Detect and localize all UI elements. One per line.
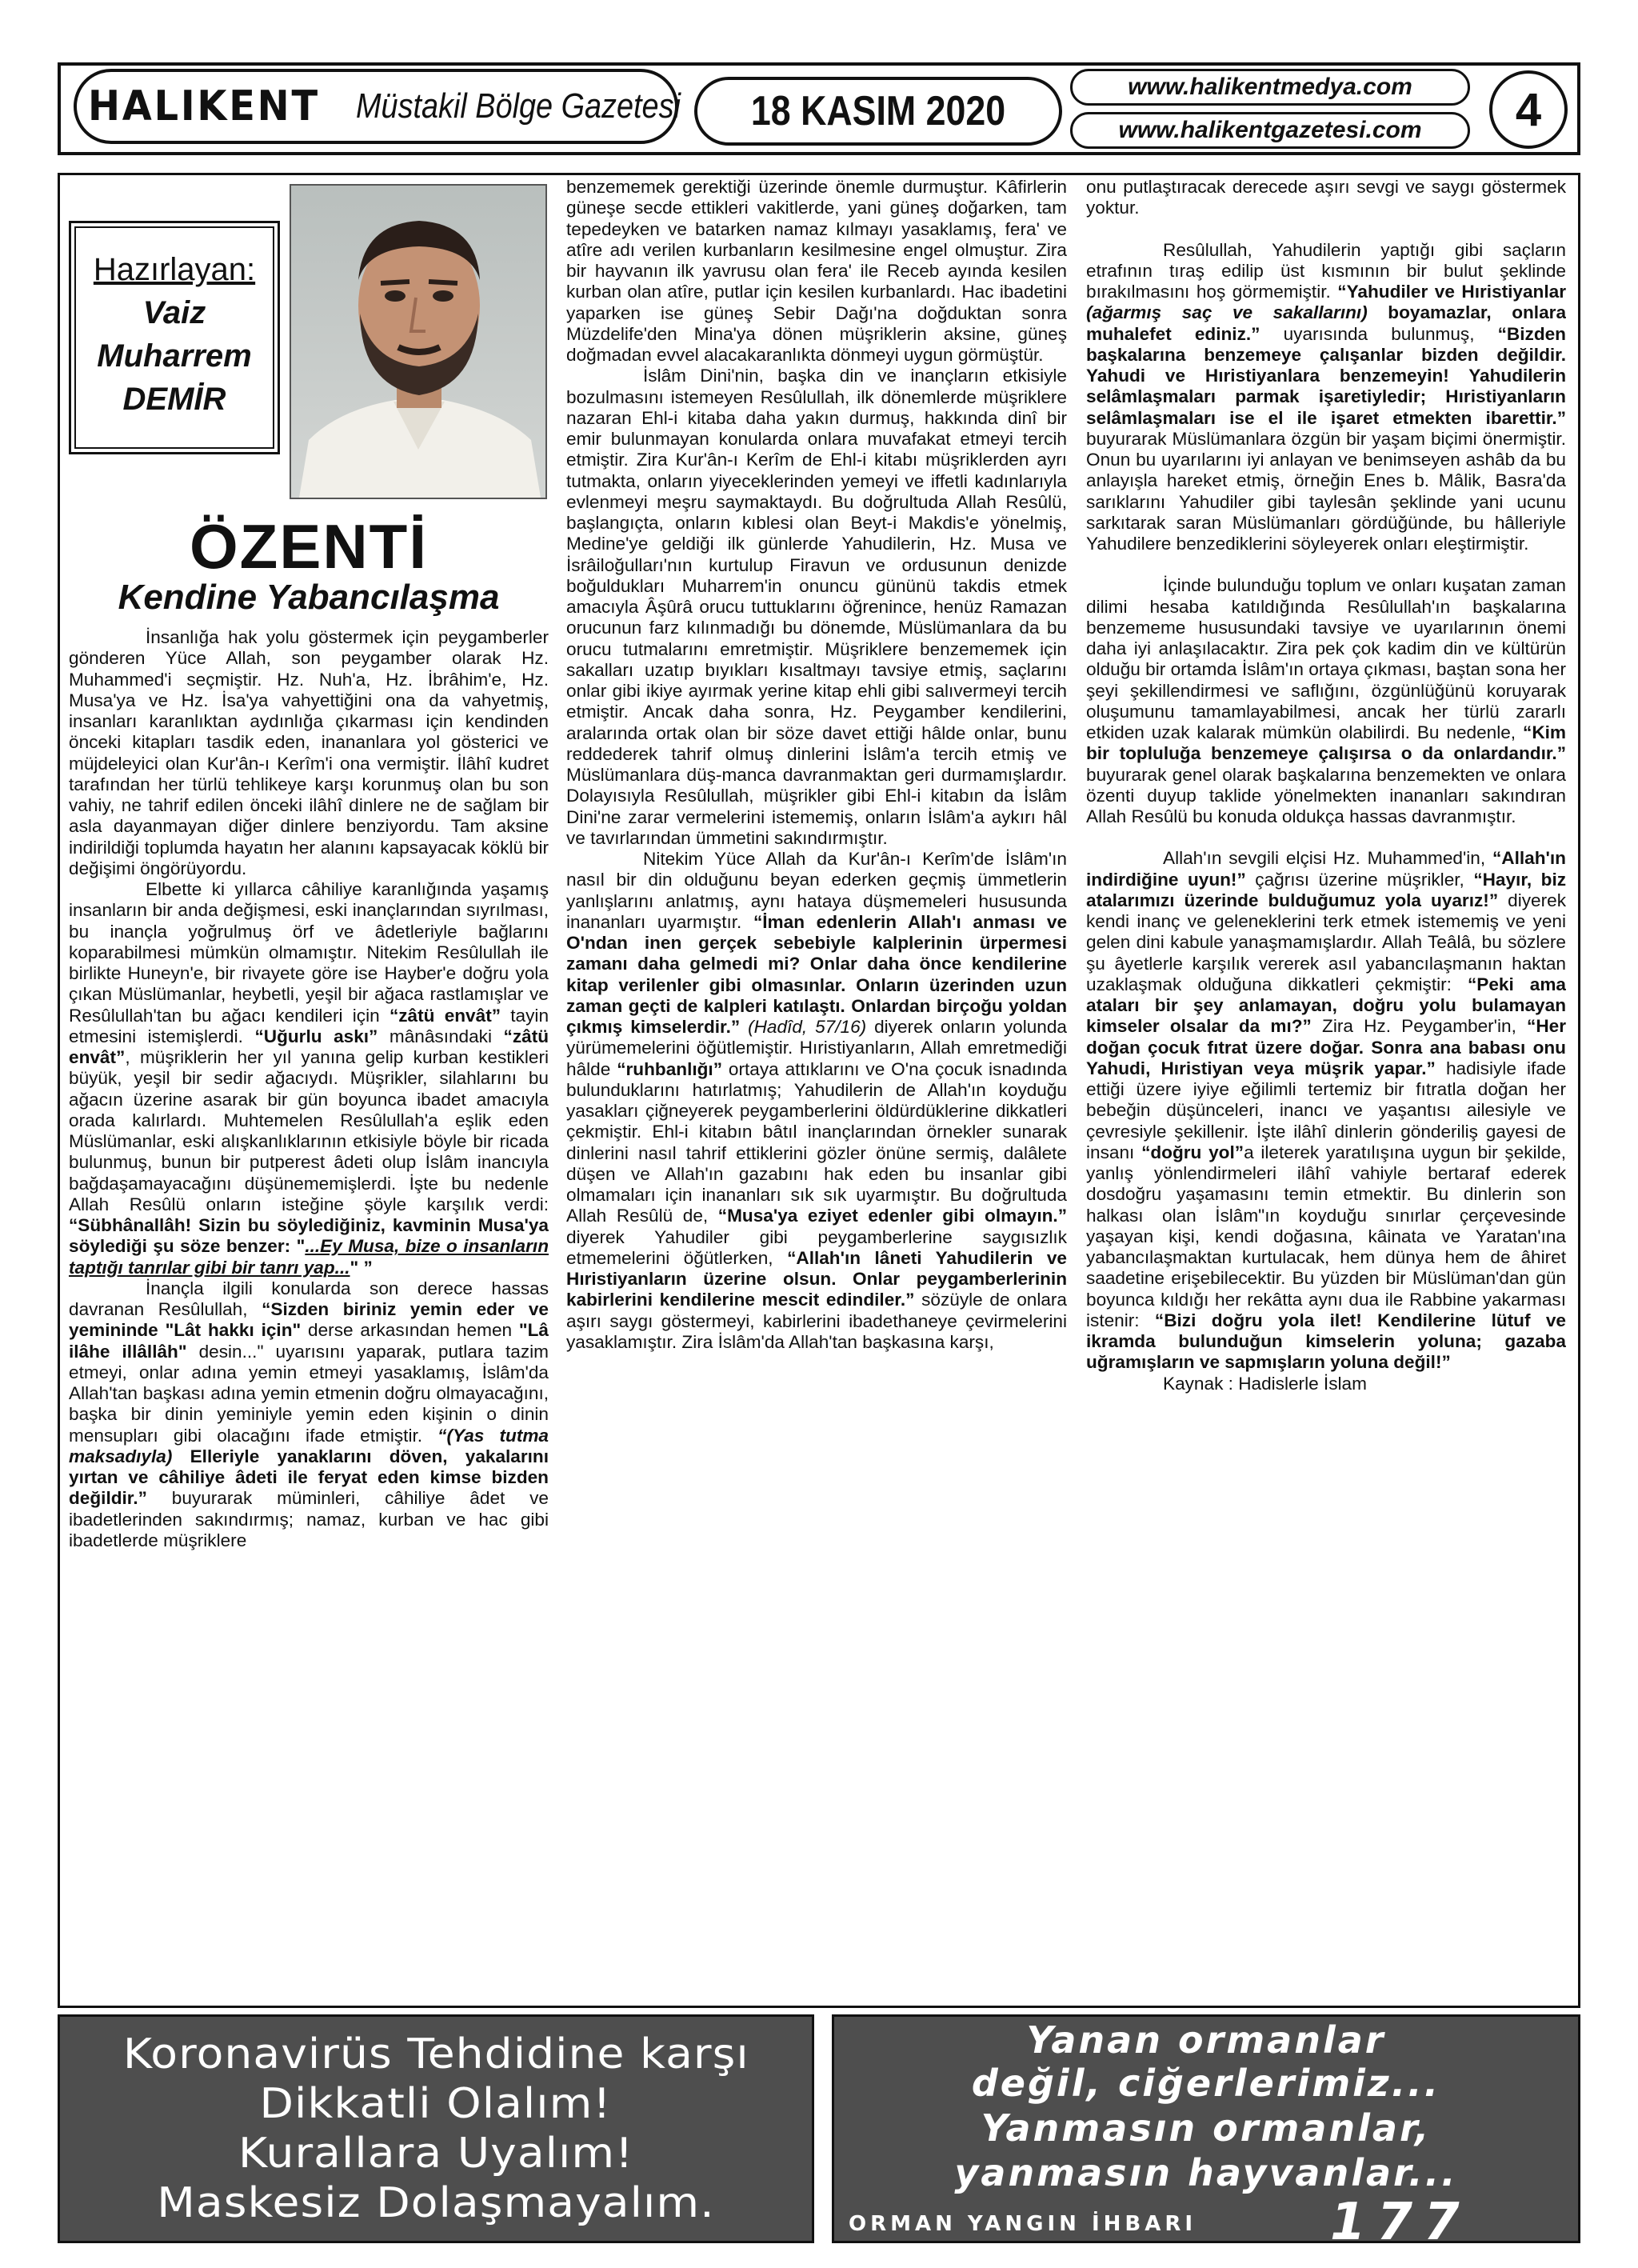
article-title: ÖZENTİ <box>190 511 428 582</box>
source-line: Kaynak : Hadislerle İslam <box>1163 1373 1367 1394</box>
banner-line: Yanmasın ormanlar, <box>981 2106 1432 2150</box>
banner-line: Yanan ormanlar <box>1026 2018 1386 2062</box>
author-box <box>69 221 280 454</box>
forest-fire-banner <box>832 2014 1580 2252</box>
paragraph: Elbette ki yıllarca câhiliye karanlığında yaşamış insanların bir anda değişmesi, eski inançlarından sıyrılması, bu inançla yoğrulmuş örf ve âdetleriyle bağlarını koparabilmesi mümkün olmamıştır. Nitekim Resûlullah ile birlikte Huneyn'e, bir rivayete göre ise Hayber'e doğru yola çıkan Müslümanlar, heybetli, yeşil bir ağaca rastlamışlar ve Resûlullah'tan bu ağacı kendileri için “zâtü envât” tayin etmesini istemişlerdi. “Uğurlu askı” mânâsındaki “zâtü envât”, müşriklerin her yıl yanına gelip kurban kestikleri büyük, yeşil bir sedir ağacıydı. Müşrikler, silahlarını bu ağacın üzerine asarak bir gün boyunca ibadet amacıyla orada kalırlardı. Muhtemelen Resûlullah'a eşlik eden Müslümanlar, eski alışkanlıklarının etkisiyle böyle bir ricada bulunmuş, bunun bir putperest âdeti olup İslâm inancıyla bağdaşamayacağını düşünememişlerdi. İşte bu nedenle Allah Resûlü onların isteğine şöyle karşılık verdi: “Sübhânallâh! Sizin bu söylediğiniz, kavminin Musa'ya söylediği şu söze benzer: "...Ey Musa, bize o insanların taptığı tanrılar gibi bir tanrı yap..." ” <box>69 879 549 1278</box>
banner-line: Dikkatli Olalım! <box>259 2080 613 2128</box>
paragraph: benzememek gerektiği üzerinde önemle durmuştur. Kâfirlerin güneşe secde ettikleri vakitlerde, yani güneş doğarken, tam tepedeyken ve batarken namaz kılmayı yasaklamış, fera' ve atîre adı verilen kurbanların kesilmesine engel olmuştur. Zira bir hayvanın ilk yavrusu olan fera' ile Receb ayında kesilen kurban olan atîre, putlar için kesilen kurbanlardı. Hac ibadetini yaparken ise güneş Sebir Dağı'na doğduktan sonra Müzdelife'den Mina'ya dönen müşriklerin aksine, güneş doğmadan evvel alacakaranlıkta dönmeyi uygun görmüştür. <box>566 177 1067 365</box>
author-label: Hazırlayan: <box>93 252 256 287</box>
banner-line: Koronavirüs Tehdidine karşı <box>122 2030 749 2078</box>
issue-date <box>694 77 1062 146</box>
banner-line: Maskesiz Dolaşmayalım. <box>157 2179 715 2227</box>
fire-hotline-label: ORMAN YANGIN İHBARI <box>849 2212 1197 2236</box>
covid-warning-banner <box>58 2014 814 2243</box>
website-link-1[interactable]: www.halikentmedya.com <box>1070 69 1470 106</box>
banner-line: Kurallara Uyalım! <box>238 2130 634 2178</box>
banner-line: yanmasın hayvanlar... <box>954 2151 1458 2194</box>
article-column-1 <box>69 627 549 1992</box>
fire-hotline-number: 177 <box>1330 2193 1471 2252</box>
author-name: Vaiz Muharrem DEMİR <box>97 295 252 417</box>
website-link-2[interactable]: www.halikentgazetesi.com <box>1070 112 1470 149</box>
paragraph: onu putlaştıracak derecede aşırı sevgi ve saygı göstermek yoktur. <box>1086 177 1566 218</box>
banner-line: değil, ciğerlerimiz... <box>971 2062 1441 2105</box>
paragraph: Resûlullah, Yahudilerin yaptığı gibi saçların etrafının tıraş edilip üst kısmının bir bulut şeklinde bırakılmasını hoş görmemiştir. “Yahudiler ve Hıristiyanlar (ağarmış saç ve sakallarını) boyamazlar, onlara muhalefet ediniz.” uyarısında bulunmuş, “Bizden başkalarına benzemeye çalışanlar bizden değildir. Yahudi ve Hıristiyanlara benzemeyin! Yahudilerin selâmlaşmaları parmak işaretiyledir; Hıristiyanların selâmlaşmaları ise el ile işaret etmekten ibarettir.” buyurarak Müslümanlara özgün bir yaşam biçimi önermiştir. Onun bu uyarılarını iyi anlayan ve benimseyen ashâb da bu anlayışla hareket etmiş, örneğin Enes b. Mâlik, Basra'da sarıklarını Yahudiler gibi taylesân şeklinde yani ucunu sarkıtarak saran Müslümanları gördüğünde, bu hâlleriyle Yahudilere benzediklerini söyleyerek onları eleştirmiştir. <box>1086 239 1566 554</box>
paragraph: İnançla ilgili konularda son derece hassas davranan Resûlullah, “Sizden biriniz yemin eder ve yemininde "Lât hakkı için" derse arkasından hemen "Lâ ilâhe illâllâh" desin..." uyarısını yaparak, putlara tazim etmeyi, onlar adına yemin etmeyi yasaklamış, İslâm'da Allah'tan başkası adına yemin etmenin doğru olmayacağını, başka bir dinin yeminiyle yemin eden kişinin o dinin mensupları gibi olacağını ifade etmiştir. “(Yas tutma maksadıyla) Elleriyle yanaklarını döven, yakalarını yırtan ve câhiliye âdeti ile feryat eden kimse bizden değildir.” buyurarak müminleri, câhiliye âdet ve ibadetlerinden sakındırmış; namaz, kurban ve hac gibi ibadetlerde müşriklere <box>69 1278 549 1550</box>
author-box-inner <box>74 226 274 449</box>
brand-name: HALIKENT <box>88 82 320 130</box>
paragraph: İslâm Dini'nin, başka din ve inançların etkisiyle bozulmasını istemeyen Resûlullah, ilk dönemlerde müşriklere nazaran Ehl-i kitaba daha yakın durmuş, hakkında dinî bir emir bulunmayan konularda onlara muvafakat etmeyi tercih etmiştir. Zira Kur'ân-ı Kerîm de Ehl-i kitabı müşriklerden ayrı tutmakta, onların yiyeceklerinden yemeyi ve iffetli kadınlarıyla evlenmeyi meşru saymaktaydı. Bu doğrultuda Allah Resûlü, başlangıçta, onların kıblesi olan Beyt-i Makdis'e yönelmiş, Medine'ye geldiği ilk günlerde Yahudilerin, Hz. Musa ve İsrâiloğulları'nın kurtulup Firavun ve ordusunun denizde boğuldukları Muharrem'in onuncu gününü takdis etmek amacıyla Âşûrâ orucu tuttuklarını öğrenince, henüz Ramazan orucunun farz kılınmadığı bu dönemde, Müslümanlara da bu orucu tutmalarını emretmiştir. Müşriklere benzememek için sakalları uzatıp bıyıkları kısaltmayı tavsiye etmiş, saçlarını onlar gibi ikiye ayırmak yerine kitap ehli gibi salıvermeyi tercih etmiştir. Ancak daha sonra, Hz. Peygamber kendilerini, aralarında ortak olan bir söze davet ettiği hâlde onlar, bunu reddederek tahrif olmuş dinlerini İslâm'a tercih etmiş ve Müslümanlara düş-manca davranmaktan geri durmamışlardır. Dolayısıyla Resûlullah, müşrikler gibi Ehl-i kitabın da İslâm Dini'ne zarar vermelerini istememiş, onların İslâm'a aykırı hâl ve tavırlarından ümmetini sakındırmıştır. <box>566 366 1067 848</box>
paragraph: Nitekim Yüce Allah da Kur'ân-ı Kerîm'de İslâm'ın nasıl bir din olduğunu beyan ederken geçmiş ümmetlerin yanlışlarını anlatmış, aynı hataya düşmemeleri hususunda inananları uyarmıştır. “İman edenlerin Allah'ı anması ve O'ndan inen gerçek sebebiyle kalplerinin ürpermesi zamanı daha gelmedi mi? Onlar daha önce kendilerine kitap verilenler gibi olmasınlar. Onların üzerinden uzun zaman geçti de kalpleri katılaştı. Onlardan birçoğu yoldan çıkmış kimselerdir.” (Hadîd, 57/16) diyerek onların yolunda yürümemelerini öğütlemiştir. Hıristiyanların, Allah emretmediği hâlde “ruhbanlığı” ortaya attıklarını ve O'na çocuk isnadında bulunduklarını hatırlatmış; Yahudilerin de Allah'ın koyduğu yasakları çiğneyerek peygamberlerini öldürdüklerine dikkatleri çekmiştir. Ehl-i kitabın bâtıl inançlarından örnekler sunarak dinlerini nasıl tahrif ettiklerini gözler önüne sermiş, dalâlete düşen ve Allah'ın gazabını hak eden bu insanlar gibi olmamaları için inananları sık sık uyarmıştır. Bu doğrultuda Allah Resûlü de, “Musa'ya eziyet edenler gibi olmayın.” diyerek Yahudiler gibi peygamberlerine saygısızlık etmemelerini öğütlerken, “Allah'ın lâneti Yahudilerin ve Hıristiyanların üzerine olsun. Onlar peygamberlerinin kabirlerini kendilerine mescit edindiler.” sözüyle de onlara aşırı saygı göstermeyi, kabirlerini ibadethaneye çevirmelerini yasaklamıştır. Zira İslâm'da Allah'tan başkasına karşı, <box>566 849 1067 1352</box>
masthead-brand <box>74 69 681 144</box>
article-subtitle: Kendine Yabancılaşma <box>118 578 500 617</box>
issue-date-text: 18 KASIM 2020 <box>750 88 1006 134</box>
brand-subtitle: Müstakil Bölge Gazetesi <box>356 86 681 126</box>
paragraph: İçinde bulunduğu toplum ve onları kuşatan zaman dilimi hesaba katıldığında Resûlullah'ın başkalarına benzememe hususundaki tavsiye ve uyarılarının önemi daha iyi anlaşılacaktır. Zira pek çok kadim din ve kültürün olduğu bir ortamda İslâm'ın ortaya çıkması, baştan sona her şeyi şekillendirmesi ve saflığını, özgünlüğünü koruyarak oluşumunu tamamlayabilmesi, ancak her türlü zararlı etkiden uzak kalarak mümkün olabilirdi. Bu nedenle, “Kim bir topluluğa benzemeye çalışırsa o da onlardandır.” buyurarak genel olarak başkalarına benzemekten ve onlara özenti duyup taklide yönelmekten inananları sakındıran Allah Resûlü bu konuda oldukça hassas davranmıştır. <box>1086 575 1566 826</box>
paragraph: İnsanlığa hak yolu göstermek için peygamberler gönderen Yüce Allah, son peygamber olarak Hz. Muhammed'i seçmiştir. Hz. Nuh'a, Hz. İbrâhim'e, Hz. Musa'ya ve Hz. İsa'ya vahyettiğini ona da vahyetmiş, insanları karanlıktan aydınlığa çıkarması için kendinden önceki kitapları tasdik eden, inananlara yol gösterici ve müjdeleyici olan Kur'ân-ı Kerîm'i ona vermiştir. İlâhî kudret tarafından her türlü tehlikeye karşı korunmuş olan bu son vahiy, ne tahrif edilen önceki ilâhî dinlere ne de sağlam bir asla dayanmayan diğer dinlere benziyordu. Tam aksine indirildiği toplumda hayatın her alanını kapsayacak köklü bir değişimi öngörüyordu. <box>69 627 549 878</box>
author-photo <box>290 184 547 499</box>
page-number: 4 <box>1489 70 1568 149</box>
paragraph: Allah'ın sevgili elçisi Hz. Muhammed'in, “Allah'ın indirdiğine uyun!” çağrısı üzerine müşrikler, “Hayır, biz atalarımızı üzerinde bulduğumuz yola uyarız!” diyerek kendi inanç ve geleneklerini terk etmek istememiş ve yeni gelen dini kabule yanaşmamışlardır. Allah Teâlâ, bu sözlere şu âyetlerle karşılık vererek asıl yabancılaşmanın haktan uzaklaşmak olduğuna dikkatleri çekmiştir: “Peki ama ataları bir şey anlamayan, doğru yolu bulamayan kimseler olsalar da mı?” Zira Hz. Peygamber'in, “Her doğan çocuk fıtrat üzere doğar. Sonra ana babası onu Yahudi, Hıristiyan veya müşrik yapar.” hadisiyle ifade ettiği üzere iyiye eğilimli tertemiz bir fıtratla doğan her bebeğin düşünceleri, inancı ve yaşantısı ailesiyle ve çevresiyle şekillenir. İşte ilâhî dinlerin gönderiliş gayesi de insanı “doğru yol”a ileterek yaratılışına uygun bir şekilde, yanlış yönlendirmeleri ilâhî vahiyle bertaraf ederek dosdoğru yaşamasını temin etmektir. Bu dinlerin son halkası olan İslâm"ın koyduğu sınırlar çerçevesinde yaşayan kişi, kendi doğasına, kâinata ve Yaratan'ına yabancılaşmaktan kurtulacak, hem dünya hem de âhiret saadetine erişebilecektir. Bu yüzden bir Müslüman'dan gün boyunca kıldığı her rekâtta aynı dua ile Rabbine yakarması istenir: “Bizi doğru yola ilet! Kendilerine lütuf ve ikramda bulunduğun kimselerin yoluna; gazaba uğramışların ve sapmışların yoluna değil!” <box>1086 848 1566 1373</box>
article-column-3 <box>1086 177 1566 1988</box>
author-portrait-image <box>291 186 545 498</box>
article-column-2 <box>566 177 1067 1988</box>
